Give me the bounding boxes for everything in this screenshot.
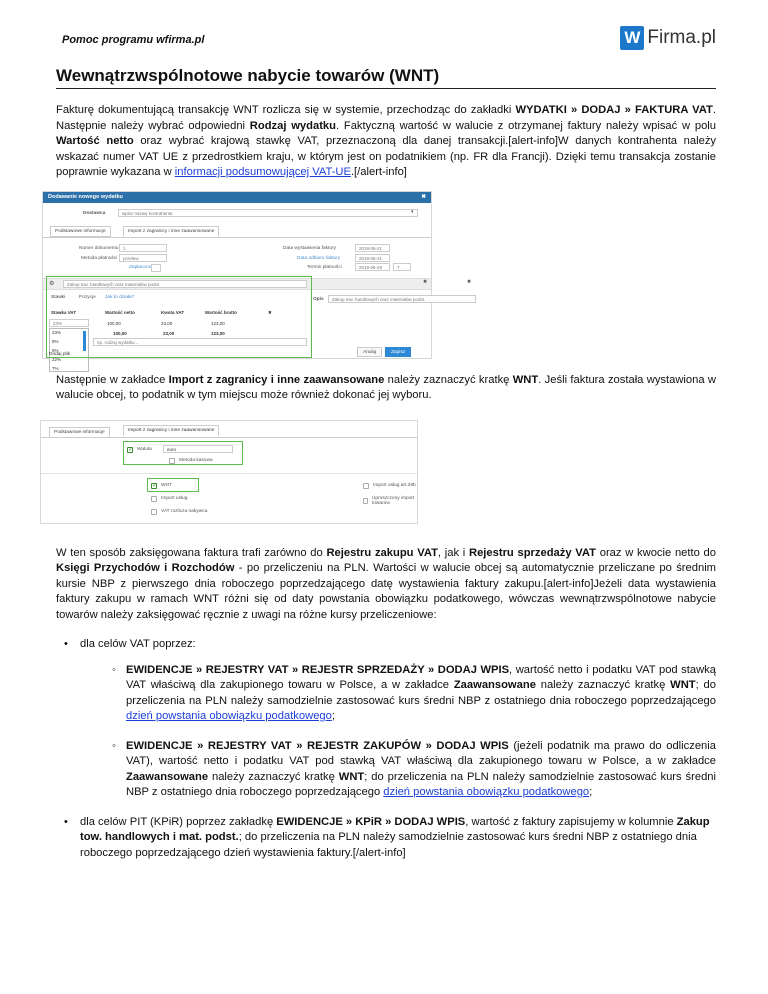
bold-text: EWIDENCJE » KPiR » DODAJ WPIS bbox=[276, 815, 466, 828]
divider bbox=[41, 473, 417, 474]
bold-text: EWIDENCJE » REJESTRY VAT » REJESTR ZAKUPÓW » DODAJ WPIS bbox=[126, 739, 509, 752]
text: ; do przeliczenia na PLN należy samodzielnie zastosować kurs średni NBP z ostatniego dnia roboczego poprzedzającego dzień wystawienia faktury.[/alert-info] bbox=[80, 831, 697, 859]
termin-input[interactable]: 2018-06-28 bbox=[355, 263, 390, 271]
bold-text: WYDATKI » DODAJ » FAKTURA VAT bbox=[515, 104, 713, 116]
list-item bbox=[56, 637, 716, 801]
instructions-list bbox=[56, 637, 716, 861]
tab-divider bbox=[41, 437, 417, 438]
bold-text: EWIDENCJE » REJESTRY VAT » REJESTR SPRZEDAŻY » DODAJ WPIS bbox=[126, 663, 510, 676]
bold-text: Księgi Przychodów i Rozchodów bbox=[56, 562, 235, 574]
bold-text: Import z zagranicy i inne zaawansowane bbox=[168, 373, 385, 386]
bold-text: WNT bbox=[670, 679, 696, 691]
col-netto: Wartość netto bbox=[105, 309, 135, 315]
page-title: Wewnątrzwspólnotowe nabycie towarów (WNT) bbox=[56, 66, 716, 89]
bold-text: Rejestru sprzedaży VAT bbox=[468, 546, 597, 559]
text: . Faktyczną wartość w walucie z otrzymanej faktury należy wpisać w polu bbox=[336, 119, 716, 132]
row-brutto[interactable]: 123,00 bbox=[211, 320, 225, 326]
row-delete-icon[interactable]: ✖ bbox=[268, 309, 272, 315]
checkbox-icon bbox=[363, 498, 368, 504]
sum-netto: 100,00 bbox=[113, 330, 127, 336]
text: ; do przeliczenia na PLN należy samodzielnie zastosować kurs średni NBP z ostatniego dnia roboczego poprzedzającego bbox=[126, 679, 716, 707]
gear-icon[interactable]: ⚙ bbox=[49, 280, 55, 287]
wnt-label: WNT bbox=[161, 483, 172, 488]
uproszczony-checkbox[interactable] bbox=[363, 496, 417, 506]
text: . Jeśli faktura została wystawiona w walucie obcej, to podatnik w tym miejscu może również dokonać jej wyboru. bbox=[56, 373, 717, 401]
col-vat: Stawka VAT bbox=[51, 309, 77, 315]
waluta-label: Waluta bbox=[137, 447, 152, 452]
vat-rate-select[interactable]: 23% bbox=[49, 319, 89, 327]
subtab-help[interactable]: Jak to działa? bbox=[105, 294, 135, 300]
dodaj-plik-button[interactable]: Dodaj plik bbox=[49, 351, 71, 357]
highlight-box bbox=[123, 441, 243, 465]
wfirma-logo[interactable] bbox=[620, 26, 716, 50]
tax-obligation-link[interactable]: dzień powstania obowiązku podatkowego bbox=[126, 710, 332, 722]
row-kwota[interactable]: 23,00 bbox=[161, 320, 173, 326]
text: - po przeliczeniu na PLN. Wartości w walucie obcej są automatycznie przeliczane po średnim kursie NBP z pierwszego dnia roboczego poprzedzającego datę wystawienia faktury zakupu.[alert-info]Jeżeli data wystawienia faktury zakupu w ramach WNT różni się od daty powstania obowiązku podatkowego, wówczas wewnątrzwspólnotowe nabycie towarów należy zaksięgować ręcznie z uwagi na różne kursy przeliczeniowe: bbox=[56, 562, 716, 621]
data-odbioru-input[interactable]: 2018-06-21 bbox=[355, 254, 390, 262]
dropdown-option[interactable]: 5% bbox=[52, 347, 59, 353]
col-brutto: Wartość brutto bbox=[205, 309, 237, 315]
list-item bbox=[56, 815, 716, 862]
zaplacono-checkbox[interactable]: Zapłacono bbox=[129, 264, 152, 270]
text: (jeżeli podatnik ma prawo do odliczenia VAT), wartość netto i podatku VAT pod stawką VAT właściwą dla zakupionego towaru w Polsce, a w zakładce bbox=[126, 739, 716, 767]
text: Następnie w zakładce bbox=[56, 373, 169, 386]
vat-nabywca-label: VAT rozlicza nabywca bbox=[161, 509, 208, 514]
vat-nabywca-checkbox[interactable] bbox=[151, 509, 207, 515]
list-item bbox=[112, 663, 716, 725]
dropdown-option[interactable]: 22% bbox=[52, 356, 62, 362]
bold-text: Rejestru zakupu VAT bbox=[326, 546, 438, 559]
col-kwota: Kwota VAT bbox=[161, 309, 185, 315]
tab-divider bbox=[43, 237, 431, 238]
checkbox-icon: ✓ bbox=[128, 446, 134, 453]
bold-text: Zaawansowane bbox=[453, 679, 536, 691]
remove-icon[interactable]: ✖ bbox=[467, 279, 472, 285]
screenshot-add-expense bbox=[42, 191, 472, 371]
screenshot-import-tab bbox=[40, 420, 418, 524]
intro-paragraph bbox=[56, 103, 716, 181]
highlight-box bbox=[147, 478, 199, 492]
bold-text: WNT bbox=[338, 770, 365, 783]
dropdown-option[interactable]: 23% bbox=[52, 329, 62, 335]
bold-text: Wartość netto bbox=[56, 135, 134, 147]
termin-label: Termin płatności bbox=[307, 264, 342, 270]
chevron-down-icon: ▾ bbox=[411, 209, 414, 215]
tab-basic[interactable]: Podstawowe informacje bbox=[49, 427, 110, 438]
wpisz-input[interactable]: np. rodzaj wydatku... bbox=[93, 338, 307, 346]
text: należy zaznaczyć kratkę bbox=[535, 679, 671, 691]
close-icon[interactable]: ✖ bbox=[421, 193, 426, 200]
bold-text: Rodzaj wydatku bbox=[249, 119, 336, 132]
import-uslug-label: Import usług bbox=[161, 496, 188, 501]
tab-import[interactable]: Import z zagranicy i inne zaawansowane bbox=[123, 226, 219, 237]
text: należy zaznaczyć kratkę bbox=[208, 770, 339, 783]
numer-label: Numer dokumentu bbox=[79, 245, 119, 251]
dropdown-option[interactable]: 8% bbox=[52, 338, 59, 344]
text: należy zaznaczyć kratkę bbox=[384, 373, 513, 386]
list-item bbox=[112, 739, 716, 801]
text: ; bbox=[589, 786, 593, 798]
text: , wartość z faktury zapisujemy w kolumnie bbox=[465, 815, 677, 828]
page-header bbox=[56, 27, 716, 64]
logo-mark-icon: W bbox=[620, 26, 644, 50]
text: Fakturę dokumentującą transakcję WNT rozlicza się w systemie, przechodząc do zakładki bbox=[56, 104, 516, 116]
uproszczony-label: Uproszczony import towarów bbox=[371, 495, 415, 506]
text: , wartość netto i podatku VAT pod stawką VAT właściwą dla zakupionego towaru w Polsce, a w zakładce bbox=[126, 663, 716, 691]
vat-ue-link[interactable]: informacji podsumowującej VAT-UE bbox=[174, 166, 351, 178]
text: , jak i bbox=[437, 546, 469, 559]
help-title: Pomoc programu wfirma.pl bbox=[62, 34, 205, 46]
dialog-header bbox=[43, 192, 431, 203]
text: . Następnie należy wybrać odpowiedni bbox=[56, 104, 716, 132]
logo-text: Firma.pl bbox=[647, 27, 716, 48]
dostawca-input[interactable]: wpisz nazwę kontrahenta bbox=[118, 209, 418, 217]
waluta-select[interactable]: euro bbox=[163, 445, 233, 453]
bold-text: Zakup tow. handlowych i mat. podst. bbox=[80, 815, 710, 843]
dostawca-label: Dostawca bbox=[83, 210, 106, 216]
opis-select[interactable]: Zakup tow. handlowych oraz materiałów podst. bbox=[328, 295, 476, 303]
checkbox-icon bbox=[363, 483, 369, 489]
document-body bbox=[48, 66, 717, 861]
text: ; bbox=[331, 710, 335, 722]
opis-label: Opis bbox=[313, 296, 324, 302]
cancel-button[interactable]: Anuluj bbox=[357, 347, 382, 357]
expense-type-select[interactable]: Zakup tow. handlowych oraz materiałów podst. bbox=[63, 280, 307, 288]
termin-days-select[interactable]: 7 bbox=[393, 263, 411, 271]
numer-input[interactable]: 1 bbox=[119, 244, 167, 252]
bold-text: WNT bbox=[512, 373, 539, 386]
metoda-kasowa-label: Metoda kasowa bbox=[179, 458, 213, 463]
import-28b-checkbox[interactable] bbox=[363, 483, 416, 489]
metoda-label: Metoda płatności bbox=[81, 255, 118, 261]
paragraph-registers bbox=[56, 546, 716, 624]
tax-obligation-link[interactable]: dzień powstania obowiązku podatkowego bbox=[383, 786, 590, 798]
text: oraz w kwocie netto do bbox=[596, 546, 716, 559]
sum-kwota: 23,00 bbox=[163, 330, 175, 336]
text: oraz wybrać krajową stawkę VAT, przeznaczoną dla danej transakcji.[alert-info]W danych kontrahenta należy wskazać numer VAT UE z przedrostkiem kraju, w którym jest on podatnikiem (np. FR dla Francji). Dzięki temu transakcja zostanie poprawnie wykazana w bbox=[56, 135, 717, 178]
subtab-stawki[interactable]: Stawki bbox=[51, 294, 66, 300]
import-uslug-checkbox[interactable] bbox=[151, 496, 187, 502]
expense-remove-icon[interactable]: ✖ bbox=[423, 279, 428, 285]
text: ; do przeliczenia na PLN należy samodzielnie zastosować kurs średni NBP z ostatniego dnia roboczego poprzedzającego bbox=[126, 770, 716, 798]
subtab-pozycje[interactable]: Pozycje bbox=[79, 294, 96, 300]
save-button[interactable]: Zapisz bbox=[385, 347, 411, 357]
row-netto[interactable]: 100,00 bbox=[107, 320, 121, 326]
checkbox-icon bbox=[151, 496, 157, 502]
data-wyst-input[interactable]: 2018-06-21 bbox=[355, 244, 390, 252]
data-odbioru-checkbox[interactable]: Data odbioru faktury bbox=[297, 255, 341, 261]
import-28b-label: Import usług art.28b bbox=[373, 483, 416, 488]
highlight-box bbox=[46, 276, 312, 358]
checkbox-icon bbox=[151, 509, 157, 515]
dropdown-option[interactable]: 7% bbox=[52, 365, 59, 371]
data-wyst-label: Data wystawienia faktury bbox=[283, 245, 337, 251]
zaplacono-amount[interactable] bbox=[151, 264, 161, 272]
checkbox-icon: ✓ bbox=[152, 482, 158, 489]
text: .[/alert-info] bbox=[350, 166, 407, 178]
paragraph-import bbox=[56, 373, 716, 404]
tab-basic[interactable]: Podstawowe informacje bbox=[50, 226, 111, 237]
metoda-select[interactable]: przelew bbox=[119, 254, 167, 262]
tab-import[interactable]: Import z zagranicy i inne zaawansowane bbox=[123, 425, 219, 436]
bold-text: Zaawansowane bbox=[126, 770, 209, 783]
bullet-text: dla celów VAT poprzez: bbox=[80, 638, 196, 650]
text: dla celów PIT (KPiR) poprzez zakładkę bbox=[80, 815, 277, 828]
sum-brutto: 123,00 bbox=[211, 330, 225, 336]
text: W ten sposób zaksięgowana faktura trafi zarówno do bbox=[56, 546, 327, 559]
dialog-title: Dodawanie nowego wydatku bbox=[48, 193, 123, 200]
sub-list bbox=[112, 663, 716, 801]
